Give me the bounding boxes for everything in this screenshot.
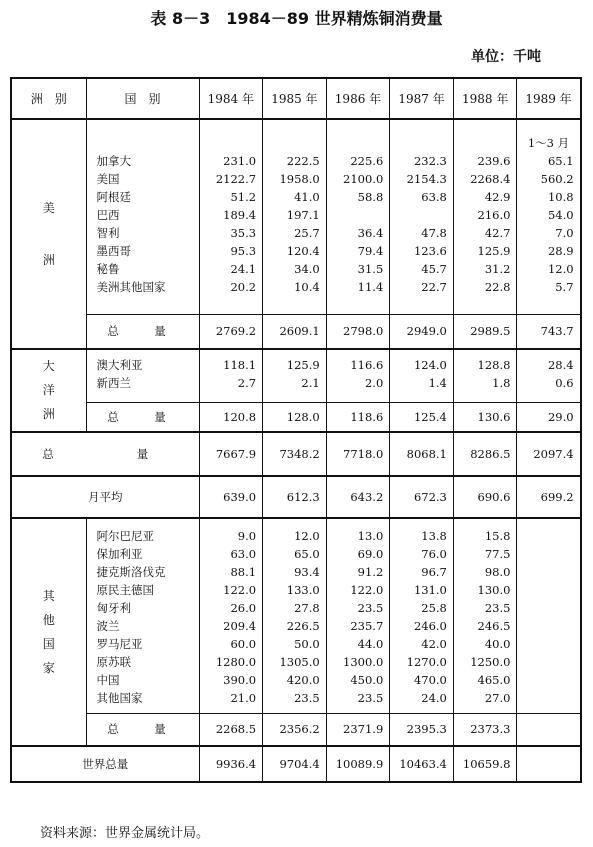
oceania-col-1985: 125.9 2.1 xyxy=(263,349,327,403)
others-col-1984: 9.0 63.0 88.1 122.0 26.0 209.4 60.0 1280.0 390.0 21.0 xyxy=(199,518,263,714)
country-name: 巴西 xyxy=(96,208,120,222)
header-country: 国 别 xyxy=(86,78,199,119)
oceania-country-list xyxy=(86,349,199,403)
others-block xyxy=(11,518,581,714)
oceania-col-1986: 116.6 2.0 xyxy=(326,349,390,403)
country-name: 原苏联 xyxy=(96,655,131,669)
unit-label: 单位：千吨 xyxy=(471,49,541,65)
header-year-1985: 1985 年 xyxy=(263,78,327,119)
oceania-total-row: 总 量 120.8 128.0 118.6 125.4 130.6 29.0 xyxy=(11,402,581,432)
country-name: 阿根廷 xyxy=(96,190,131,204)
oceania-col-1984: 118.1 2.7 xyxy=(199,349,263,403)
header-year-1987: 1987 年 xyxy=(390,78,454,119)
grand-total-row: 总 量 7667.9 7348.2 7718.0 8068.1 8286.5 2097.4 xyxy=(11,432,581,476)
country-name: 墨西哥 xyxy=(96,244,131,258)
others-col-1985: 12.0 65.0 93.4 133.0 27.8 226.5 50.0 1305.0 420.0 23.5 xyxy=(263,518,327,714)
country-name: 波兰 xyxy=(96,619,120,633)
americas-col-1988: 239.6 2268.4 42.9 216.0 42.7 125.9 31.2 22.8 xyxy=(453,119,517,315)
oceania-block xyxy=(11,349,581,403)
others-total-row: 总 量 2268.5 2356.2 2371.9 2395.3 2373.3 xyxy=(11,714,581,746)
oceania-col-1988: 128.8 1.8 xyxy=(453,349,517,403)
country-name: 其他国家 xyxy=(96,691,143,705)
country-name: 澳大利亚 xyxy=(96,357,143,372)
region-oceania: 大 洋 洲 xyxy=(11,349,86,433)
country-name: 罗马尼亚 xyxy=(96,637,143,651)
country-name: 原民主德国 xyxy=(96,583,154,597)
header-year-1986: 1986 年 xyxy=(326,78,390,119)
world-total-row: 世界总量 9936.4 9704.4 10089.9 10463.4 10659.8 xyxy=(11,746,581,782)
americas-block xyxy=(11,119,581,315)
oceania-col-1987: 124.0 1.4 xyxy=(390,349,454,403)
country-name: 保加利亚 xyxy=(96,547,143,561)
country-name: 阿尔巴尼亚 xyxy=(96,529,154,543)
note-1989-months: 1～3 月 xyxy=(527,136,570,150)
country-name: 捷克斯洛伐克 xyxy=(96,565,166,579)
country-name: 秘鲁 xyxy=(96,262,120,276)
country-name: 中国 xyxy=(96,673,120,687)
table-title: 表 8－3 1984－89 世界精炼铜消费量 xyxy=(150,9,443,28)
country-name: 美国 xyxy=(96,172,120,186)
header-region: 洲 别 xyxy=(11,78,86,119)
region-americas: 美 洲 xyxy=(11,119,86,349)
country-name: 新西兰 xyxy=(96,375,131,390)
header-year-1989: 1989 年 xyxy=(517,78,581,119)
copper-consumption-table xyxy=(10,77,582,783)
country-name: 匈牙利 xyxy=(96,601,131,615)
americas-total-row: 总 量 2769.2 2609.1 2798.0 2949.0 2989.5 743.7 xyxy=(11,315,581,349)
country-name: 加拿大 xyxy=(96,154,131,168)
header-year-1988: 1988 年 xyxy=(453,78,517,119)
region-others: 其 他 国 家 xyxy=(11,518,86,746)
americas-col-1985: 222.5 1958.0 41.0 197.1 25.7 120.4 34.0 10.4 xyxy=(263,119,327,315)
header-row xyxy=(11,78,581,119)
americas-col-1987: 232.3 2154.3 63.8 47.8 123.6 45.7 22.7 xyxy=(390,119,454,315)
others-col-1988: 15.8 77.5 98.0 130.0 23.5 246.5 40.0 1250.0 465.0 27.0 xyxy=(453,518,517,714)
others-col-1986: 13.0 69.0 91.2 122.0 23.5 235.7 44.0 1300.0 450.0 23.5 xyxy=(326,518,390,714)
americas-col-1984: 231.0 2122.7 51.2 189.4 35.3 95.3 24.1 20.2 xyxy=(199,119,263,315)
country-name: 智利 xyxy=(96,226,120,240)
americas-col-1989: 1～3 月 65.1 560.2 10.8 54.0 7.0 28.9 12.0 5.7 xyxy=(517,119,581,315)
others-col-1989 xyxy=(517,518,581,714)
americas-col-1986: 225.6 2100.0 58.8 36.4 79.4 31.5 11.4 xyxy=(326,119,390,315)
others-country-list xyxy=(86,518,199,714)
country-name: 美洲其他国家 xyxy=(96,280,166,294)
header-year-1984: 1984 年 xyxy=(199,78,263,119)
americas-country-list xyxy=(86,119,199,315)
oceania-col-1989: 28.4 0.6 xyxy=(517,349,581,403)
others-col-1987: 13.8 76.0 96.7 131.0 25.8 246.0 42.0 1270.0 470.0 24.0 xyxy=(390,518,454,714)
monthly-average-row: 月平均 639.0 612.3 643.2 672.3 690.6 699.2 xyxy=(11,476,581,518)
source-note: 资料来源：世界金属统计局。 xyxy=(40,826,210,841)
